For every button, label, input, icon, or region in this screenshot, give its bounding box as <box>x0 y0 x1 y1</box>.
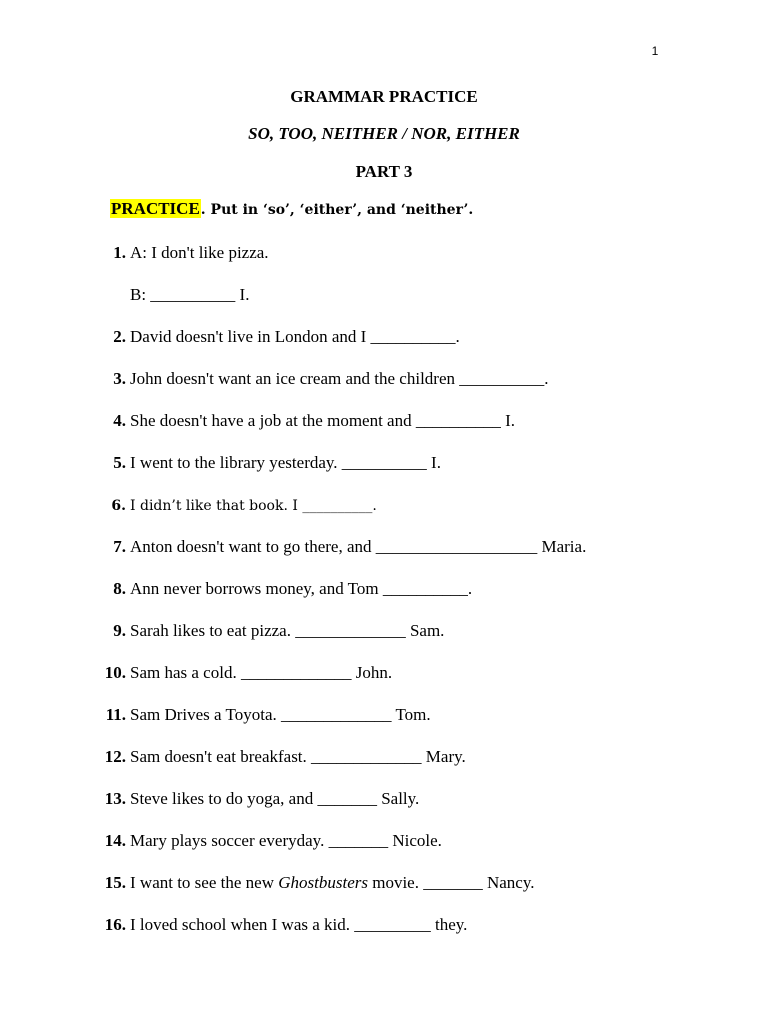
question-number: 5. <box>113 453 126 472</box>
question-text: I didn’t like that book. I __________. <box>130 498 377 514</box>
question-text: Sam doesn't eat breakfast. _____________ Mary. <box>130 747 466 766</box>
question-4 <box>96 409 515 433</box>
question-text: John doesn't want an ice cream and the children __________. <box>130 369 549 388</box>
question-number: 3. <box>113 369 126 388</box>
question-13 <box>96 787 419 811</box>
question-number: 13. <box>104 789 126 808</box>
question-text: Anton doesn't want to go there, and ___________________ Maria. <box>130 537 587 556</box>
question-5 <box>96 451 441 475</box>
worksheet-subtitle: SO, TOO, NEITHER / NOR, EITHER <box>248 124 520 143</box>
question-number: 1. <box>113 243 126 262</box>
page-number: 1 <box>651 44 659 58</box>
question-text: Sam Drives a Toyota. _____________ Tom. <box>130 705 431 724</box>
movie-title: Ghostbusters <box>278 873 368 892</box>
instruction-text: . Put in ‘so’, ‘either’, and ‘neither’. <box>200 202 474 218</box>
question-12 <box>96 745 466 769</box>
question-text-before: I want to see the new <box>130 873 279 892</box>
question-text: Steve likes to do yoga, and _______ Sally. <box>130 789 420 808</box>
instruction <box>110 199 473 219</box>
question-number: 15. <box>104 873 126 892</box>
question-text: She doesn't have a job at the moment and __________ I. <box>130 411 516 430</box>
question-7 <box>96 535 586 559</box>
question-text: Sarah likes to eat pizza. _____________ Sam. <box>130 621 445 640</box>
question-10 <box>96 661 392 685</box>
question-text: Mary plays soccer everyday. _______ Nicole. <box>130 831 442 850</box>
question-number: 10. <box>104 663 126 682</box>
question-text: I loved school when I was a kid. _________ they. <box>130 915 468 934</box>
question-number: 2. <box>113 327 126 346</box>
question-text: David doesn't live in London and I __________. <box>130 327 460 346</box>
question-number: 8. <box>113 579 126 598</box>
practice-label: PRACTICE <box>111 199 200 218</box>
question-number: 11. <box>105 705 126 724</box>
question-6 <box>96 493 377 517</box>
question-11 <box>96 703 431 727</box>
question-1-response: B: __________ I. <box>130 285 250 304</box>
question-text-after: movie. _______ Nancy. <box>367 873 535 892</box>
question-number: 14. <box>104 831 126 850</box>
question-text: I went to the library yesterday. __________ I. <box>130 453 441 472</box>
question-text: A: I don't like pizza. <box>130 243 269 262</box>
worksheet-part: PART 3 <box>355 162 413 181</box>
question-1 <box>96 241 269 265</box>
question-number: 7. <box>113 537 126 556</box>
question-3 <box>96 367 549 391</box>
question-number: 12. <box>104 747 126 766</box>
question-number: 6. <box>111 498 126 514</box>
question-14 <box>96 829 442 853</box>
question-text: Sam has a cold. _____________ John. <box>130 663 393 682</box>
question-9 <box>96 619 444 643</box>
question-text: Ann never borrows money, and Tom __________. <box>130 579 473 598</box>
question-number: 16. <box>104 915 126 934</box>
question-number: 9. <box>113 621 126 640</box>
question-16 <box>96 913 467 937</box>
question-8 <box>96 577 472 601</box>
question-number: 4. <box>113 411 126 430</box>
question-15 <box>96 871 534 895</box>
worksheet-title: GRAMMAR PRACTICE <box>290 87 478 106</box>
question-2 <box>96 325 460 349</box>
